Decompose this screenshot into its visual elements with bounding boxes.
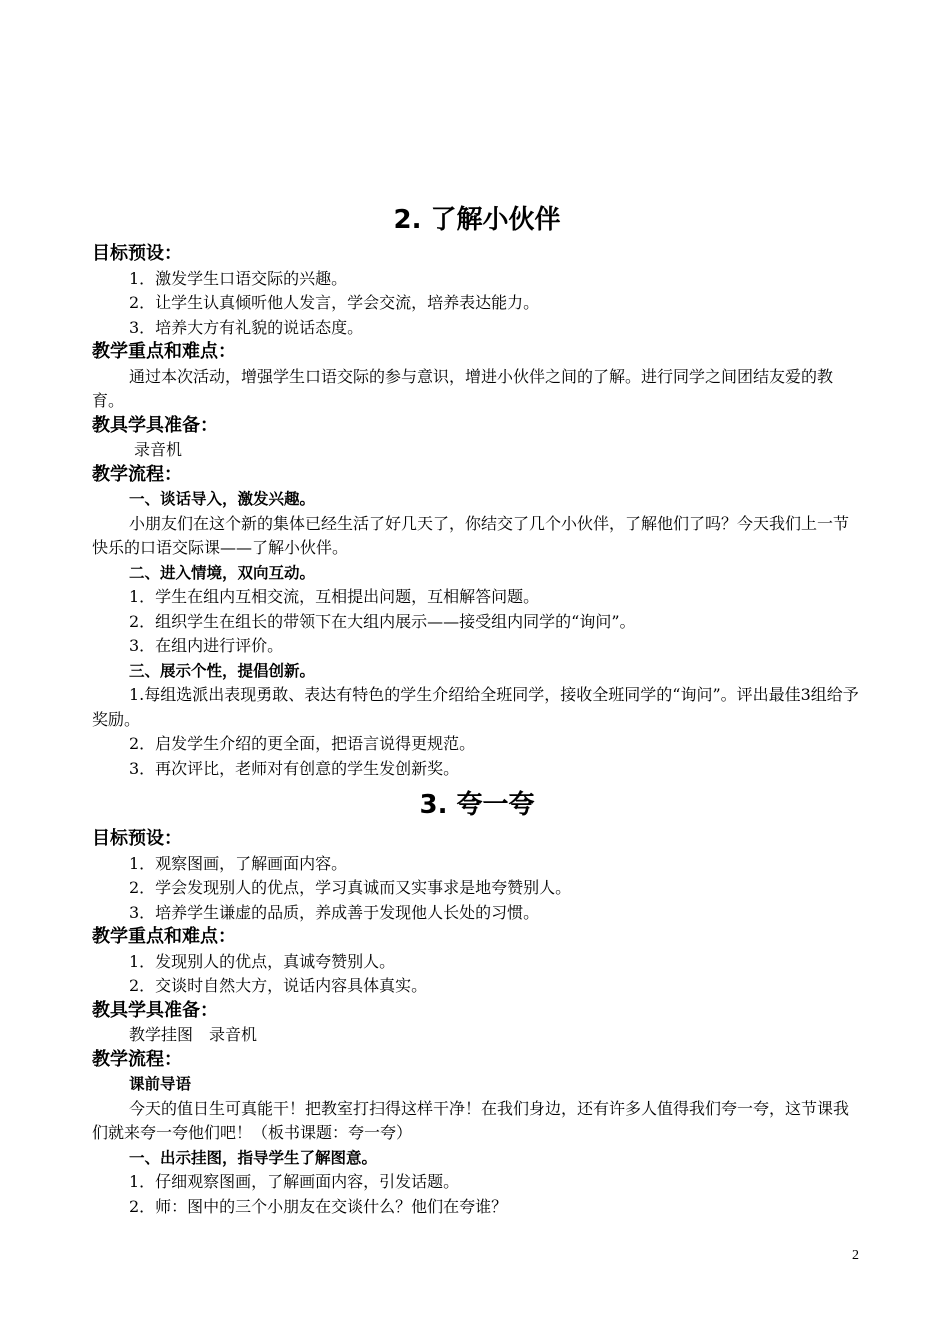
lesson3-intro-heading: 课前导语 [129, 1075, 192, 1093]
document-page [92, 196, 862, 1219]
lesson2-goals-heading: 目标预设： [92, 243, 182, 264]
lesson2-step2-item-3: 3．在组内进行评价。 [129, 636, 284, 655]
lesson2-tools-heading: 教具学具准备： [92, 414, 218, 436]
lesson3-title: 3. 夸一夸 [419, 790, 535, 820]
lesson2-goal-1: 1．激发学生口语交际的兴趣。 [129, 268, 348, 288]
lesson2-step2-item-1: 1．学生在组内互相交流，互相提出问题，互相解答问题。 [129, 587, 540, 606]
lesson3-step1-item-2: 2．师：图中的三个小朋友在交谈什么？他们在夸谁？ [129, 1196, 508, 1216]
lesson3-flow-heading: 教学流程： [92, 1048, 182, 1070]
lesson2-tools-text: 录音机 [134, 440, 183, 459]
lesson3-tools-text: 教学挂图 录音机 [129, 1025, 258, 1044]
page-number: 2 [852, 1248, 859, 1263]
lesson3-key-item-1: 1．发现别人的优点，真诚夸赞别人。 [129, 951, 396, 971]
lesson2-key-text: 通过本次活动，增强学生口语交际的参与意识，增进小伙伴之间的了解。进行同学之间团结友爱的教育。 [92, 366, 834, 410]
lesson3-goal-3: 3．培养学生谦虚的品质，养成善于发现他人长处的习惯。 [129, 902, 540, 922]
lesson2-key-heading: 教学重点和难点： [92, 341, 236, 362]
lesson3-key-heading: 教学重点和难点： [92, 926, 236, 947]
lesson2-goal-2: 2．让学生认真倾听他人发言，学会交流，培养表达能力。 [129, 293, 540, 312]
lesson2-step3-item-2: 2．启发学生介绍的更全面，把语言说得更规范。 [129, 734, 476, 753]
lesson3-goal-1: 1．观察图画，了解画面内容。 [129, 853, 348, 873]
lesson2-goal-3: 3．培养大方有礼貌的说话态度。 [129, 317, 364, 337]
lesson2-step3-item-1: 1.每组选派出表现勇敢、表达有特色的学生介绍给全班同学，接收全班同学的“询问”。评出最佳3组给予奖励。 [92, 685, 859, 729]
lesson3-intro-text: 今天的值日生可真能干！把教室打扫得这样干净！在我们身边，还有许多人值得我们夸一夸，这节课我们就来夸一夸他们吧！（板书课题：夸一夸） [92, 1098, 850, 1142]
lesson2-step2-heading: 二、进入情境，双向互动。 [129, 563, 316, 582]
lesson3-step1-item-1: 1．仔细观察图画，了解画面内容，引发话题。 [129, 1172, 460, 1191]
lesson3-key-item-2: 2．交谈时自然大方，说话内容具体真实。 [129, 976, 428, 995]
lesson2-step1-heading: 一、谈话导入，激发兴趣。 [129, 490, 316, 508]
lesson2-step3-heading: 三、展示个性，提倡创新。 [129, 661, 316, 680]
lesson3-tools-heading: 教具学具准备： [92, 999, 218, 1021]
lesson2-step2-item-2: 2．组织学生在组长的带领下在大组内展示——接受组内同学的“询问”。 [129, 611, 636, 631]
lesson2-step3-item-3: 3．再次评比，老师对有创意的学生发创新奖。 [129, 758, 460, 778]
lesson2-step1-text: 小朋友们在这个新的集体已经生活了好几天了，你结交了几个小伙伴，了解他们了吗？今天我们上一节快乐的口语交际课——了解小伙伴。 [92, 513, 850, 557]
lesson2-flow-heading: 教学流程： [92, 463, 182, 485]
lesson2-title: 2. 了解小伙伴 [393, 205, 561, 235]
lesson3-goal-2: 2．学会发现别人的优点，学习真诚而又实事求是地夸赞别人。 [129, 878, 572, 897]
lesson3-step1-heading: 一、出示挂图，指导学生了解图意。 [129, 1148, 378, 1167]
lesson3-goals-heading: 目标预设： [92, 828, 182, 849]
